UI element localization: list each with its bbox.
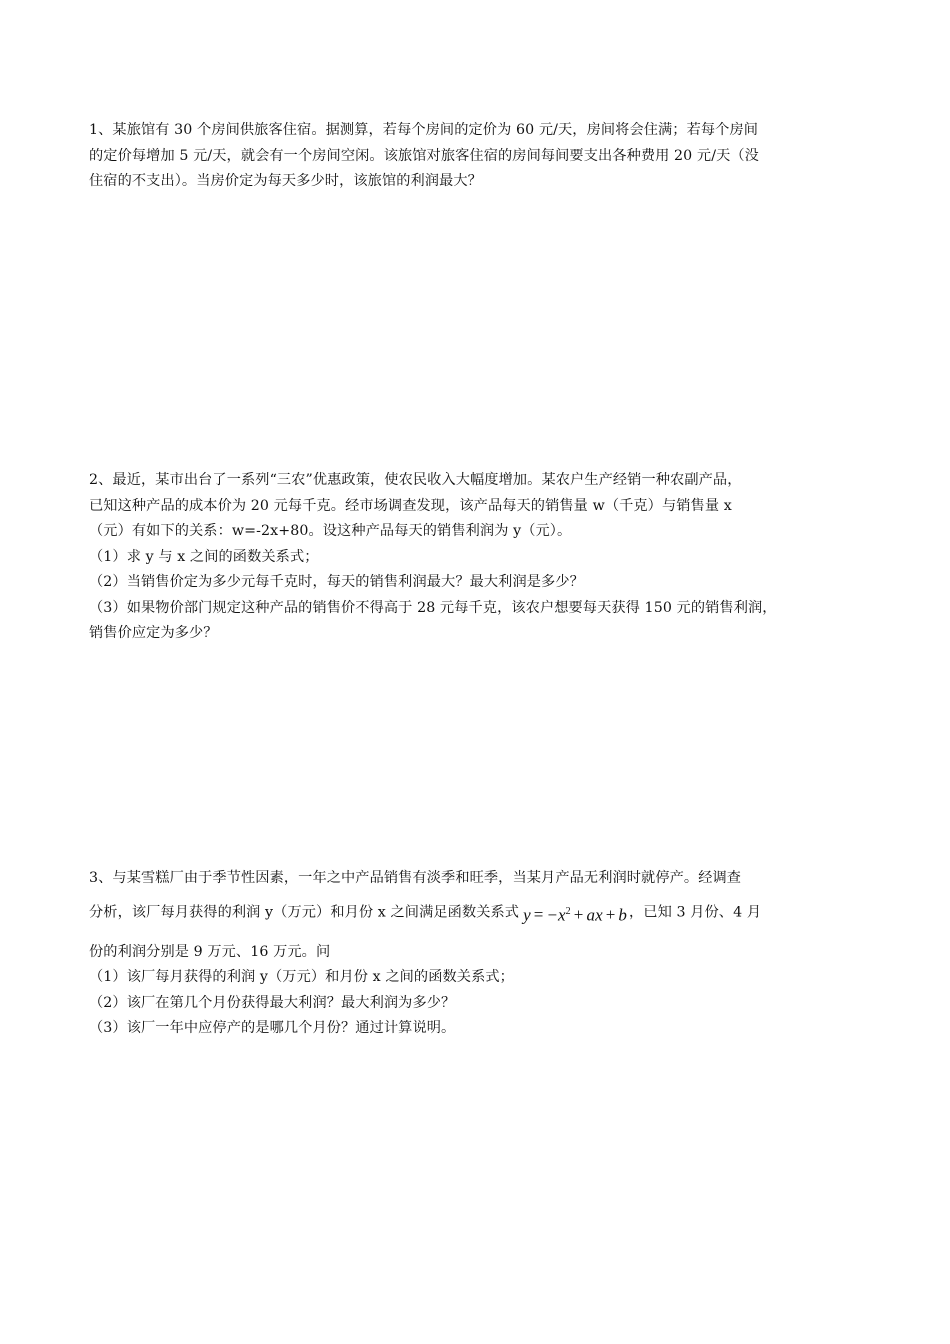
- problem-2-line-3: （元）有如下的关系：w=-2x+80。设这种产品每天的销售利润为 y（元）。: [89, 523, 572, 539]
- problem-3-question-3: （3）该厂一年中应停产的是哪几个月份？通过计算说明。: [89, 1020, 456, 1037]
- problem-2: [89, 468, 869, 647]
- problem-3-line-2: [89, 895, 869, 926]
- formula-neg-x: −x: [546, 905, 566, 925]
- problem-3-question-2: （2）该厂在第几个月份获得最大利润？最大利润为多少？: [89, 994, 456, 1011]
- problem-2-question-3-line-1: （3）如果物价部门规定这种产品的销售价不得高于 28 元每千克，该农户想要每天获得 150 元的销售利润，: [89, 599, 777, 616]
- problem-2-line-2: 已知这种产品的成本价为 20 元每千克。经市场调查发现，该产品每天的销售量 w（千克）与销售量 x: [89, 497, 732, 514]
- problem-1-line-3: 住宿的不支出）。当房价定为每天多少时，该旅馆的利润最大？: [89, 173, 482, 189]
- formula-y: y: [523, 905, 531, 925]
- problem-1-line-2: 的定价每增加 5 元/天，就会有一个房间空闲。该旅馆对旅客住宿的房间每间要支出各种费用 20 元/天（没: [89, 147, 759, 164]
- problem-2-line-1: 2、最近，某市出台了一系列“三农”优惠政策，使农民收入大幅度增加。某农户生产经销一种农副产品，: [89, 472, 742, 488]
- problem-2-question-3-line-2: 销售价应定为多少？: [89, 625, 218, 641]
- problem-2-question-1: （1）求 y 与 x 之间的函数关系式；: [89, 548, 319, 565]
- problem-1: [89, 118, 869, 195]
- formula-b: b: [618, 905, 628, 925]
- problem-1-line-1: 1、某旅馆有 30 个房间供旅客住宿。据测算，若每个房间的定价为 60 元/天，房间将会住满；若每个房间: [89, 122, 759, 138]
- problem-3-question-1: （1）该厂每月获得的利润 y（万元）和月份 x 之间的函数关系式；: [89, 969, 514, 986]
- spacer: [89, 926, 869, 940]
- formula-ax: ax: [586, 905, 603, 925]
- problem-3-line-1: 3、与某雪糕厂由于季节性因素，一年之中产品销售有淡季和旺季，当某月产品无利润时就停产。经调查: [89, 870, 742, 886]
- formula-equals: =: [533, 905, 544, 925]
- problem-3: [89, 866, 869, 1042]
- formula-plus-2: +: [605, 905, 616, 925]
- problem-3-line-2-tail: ，已知 3 月份、4 月: [629, 904, 762, 921]
- problem-3-line-2-text: 分析，该厂每月获得的利润 y（万元）和月份 x 之间满足函数关系式: [89, 904, 520, 921]
- problem-2-question-2: （2）当销售价定为多少元每千克时，每天的销售利润最大？最大利润是多少？: [89, 574, 584, 590]
- problem-3-line-3: 份的利润分别是 9 万元、16 万元。问: [89, 943, 331, 960]
- formula-exponent: 2: [565, 905, 571, 917]
- formula-plus-1: +: [573, 905, 584, 925]
- profit-formula: [523, 899, 627, 928]
